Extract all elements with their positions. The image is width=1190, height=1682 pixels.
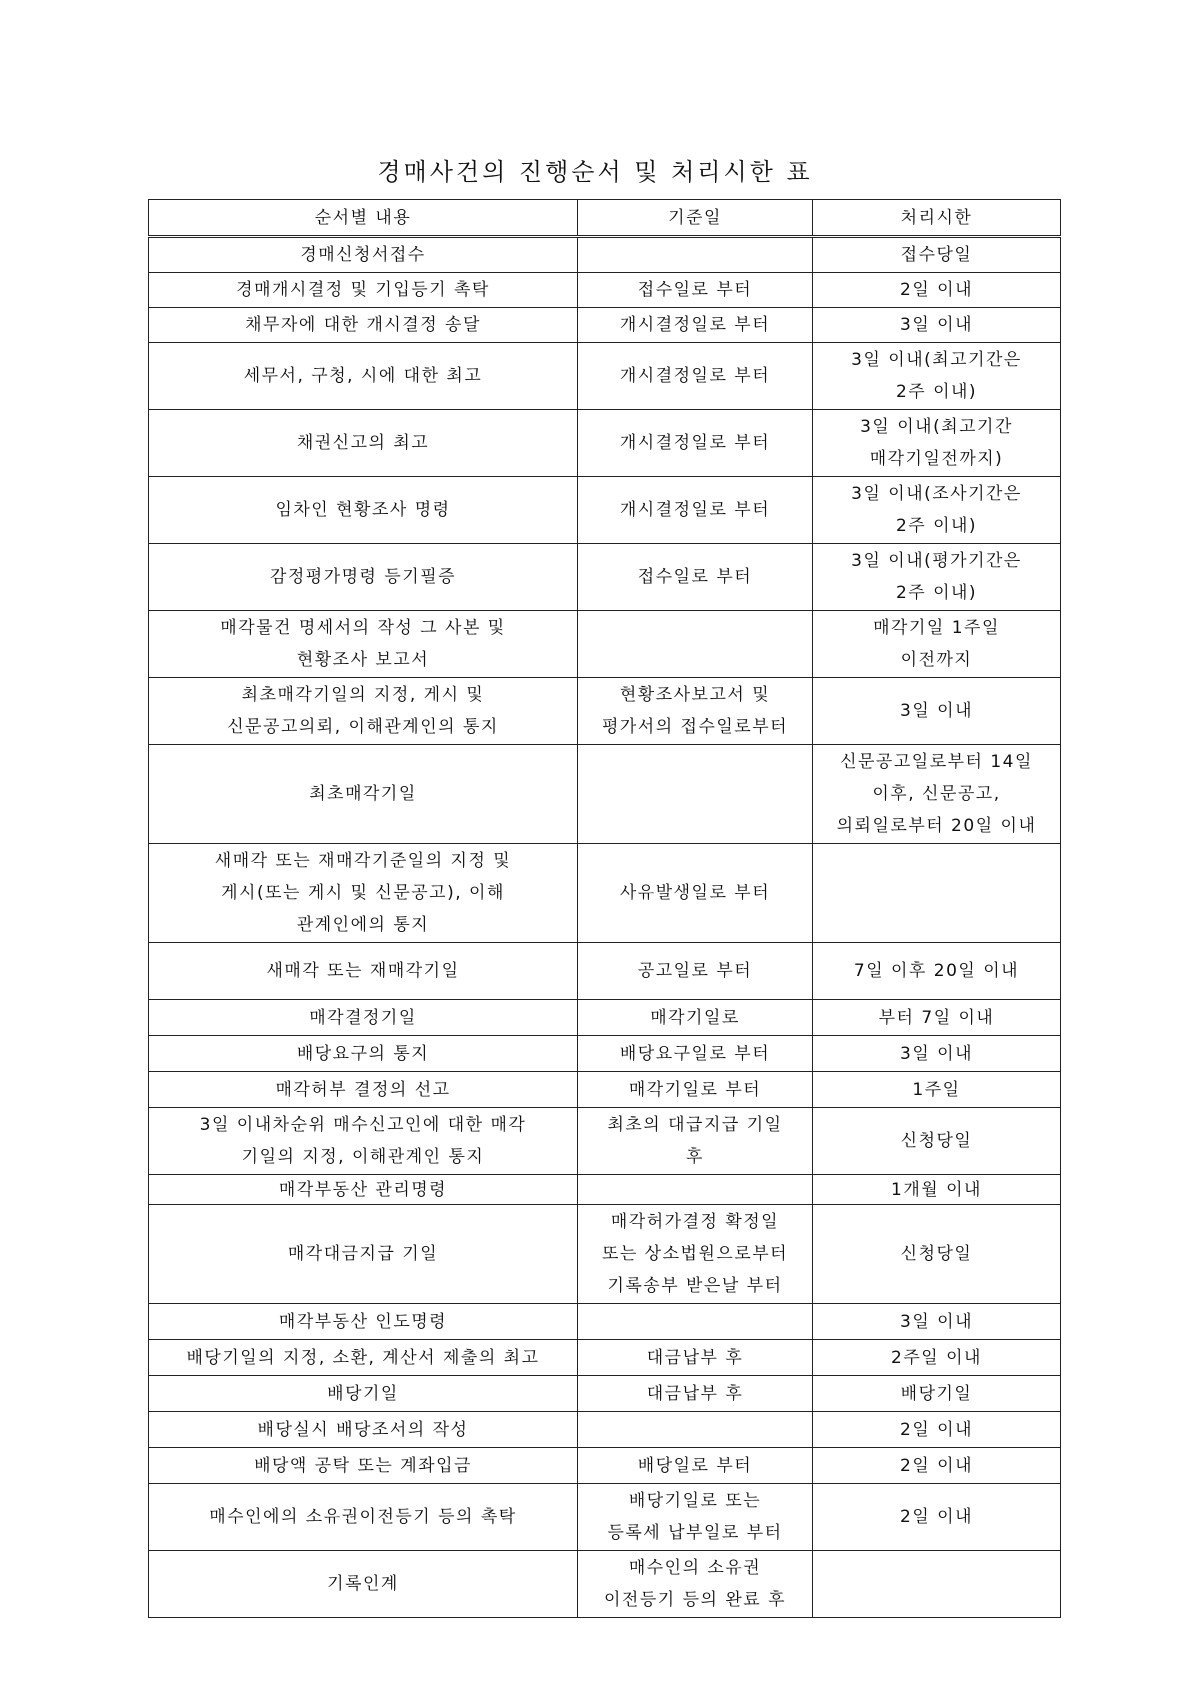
table-row <box>149 343 1061 410</box>
cell-base-date: 사유발생일로 부터 <box>578 844 813 943</box>
header-content: 순서별 내용 <box>149 200 578 237</box>
cell-base-date: 개시결정일로 부터 <box>578 308 813 343</box>
cell-base-date: 개시결정일로 부터 <box>578 477 813 544</box>
table-row <box>149 678 1061 745</box>
cell-content: 세무서, 구청, 시에 대한 최고 <box>149 343 578 410</box>
cell-deadline: 3일 이내(조사기간은 2주 이내) <box>813 477 1061 544</box>
table-row <box>149 1108 1061 1175</box>
cell-deadline: 1개월 이내 <box>813 1175 1061 1205</box>
cell-deadline: 3일 이내 <box>813 1304 1061 1340</box>
cell-base-date: 개시결정일로 부터 <box>578 343 813 410</box>
table-row <box>149 1412 1061 1448</box>
table-row <box>149 943 1061 1000</box>
cell-deadline: 3일 이내(최고기간 매각기일전까지) <box>813 410 1061 477</box>
table-row <box>149 477 1061 544</box>
cell-content: 최초매각기일 <box>149 745 578 844</box>
cell-base-date: 접수일로 부터 <box>578 273 813 308</box>
table-row <box>149 844 1061 943</box>
page-title: 경매사건의 진행순서 및 처리시한 표 <box>377 158 813 186</box>
cell-base-date <box>578 237 813 273</box>
table-row <box>149 1036 1061 1072</box>
cell-base-date: 매각기일로 부터 <box>578 1072 813 1108</box>
cell-deadline: 신청당일 <box>813 1108 1061 1175</box>
cell-base-date: 접수일로 부터 <box>578 544 813 611</box>
table-row <box>149 1304 1061 1340</box>
cell-deadline: 2일 이내 <box>813 1448 1061 1484</box>
cell-deadline: 신청당일 <box>813 1205 1061 1304</box>
cell-content: 배당요구의 통지 <box>149 1036 578 1072</box>
cell-base-date: 개시결정일로 부터 <box>578 410 813 477</box>
cell-content: 감정평가명령 등기필증 <box>149 544 578 611</box>
cell-base-date: 최초의 대급지급 기일 후 <box>578 1108 813 1175</box>
cell-content: 채무자에 대한 개시결정 송달 <box>149 308 578 343</box>
table-row <box>149 1000 1061 1036</box>
table-row <box>149 1175 1061 1205</box>
cell-deadline: 3일 이내(평가기간은 2주 이내) <box>813 544 1061 611</box>
cell-deadline: 3일 이내 <box>813 308 1061 343</box>
schedule-table <box>148 199 1061 1618</box>
cell-base-date: 배당일로 부터 <box>578 1448 813 1484</box>
table-row <box>149 410 1061 477</box>
cell-deadline: 2일 이내 <box>813 1484 1061 1551</box>
cell-base-date <box>578 745 813 844</box>
table-row <box>149 745 1061 844</box>
cell-base-date <box>578 1304 813 1340</box>
cell-deadline: 2일 이내 <box>813 1412 1061 1448</box>
cell-content: 3일 이내차순위 매수신고인에 대한 매각 기일의 지정, 이해관계인 통지 <box>149 1108 578 1175</box>
cell-content: 배당실시 배당조서의 작성 <box>149 1412 578 1448</box>
cell-deadline: 3일 이내 <box>813 1036 1061 1072</box>
cell-base-date: 배당요구일로 부터 <box>578 1036 813 1072</box>
table-row <box>149 237 1061 273</box>
cell-content: 배당기일 <box>149 1376 578 1412</box>
cell-content: 채권신고의 최고 <box>149 410 578 477</box>
table-row <box>149 1072 1061 1108</box>
cell-content: 최초매각기일의 지정, 게시 및 신문공고의뢰, 이해관계인의 통지 <box>149 678 578 745</box>
cell-content: 임차인 현황조사 명령 <box>149 477 578 544</box>
cell-deadline: 부터 7일 이내 <box>813 1000 1061 1036</box>
cell-content: 경매신청서접수 <box>149 237 578 273</box>
cell-base-date: 현황조사보고서 및 평가서의 접수일로부터 <box>578 678 813 745</box>
cell-content: 매각결정기일 <box>149 1000 578 1036</box>
cell-base-date: 대금납부 후 <box>578 1376 813 1412</box>
cell-deadline: 1주일 <box>813 1072 1061 1108</box>
cell-deadline: 배당기일 <box>813 1376 1061 1412</box>
cell-deadline: 신문공고일로부터 14일 이후, 신문공고, 의뢰일로부터 20일 이내 <box>813 745 1061 844</box>
cell-base-date <box>578 611 813 678</box>
cell-base-date: 공고일로 부터 <box>578 943 813 1000</box>
cell-base-date: 매각허가결정 확정일 또는 상소법원으로부터 기록송부 받은날 부터 <box>578 1205 813 1304</box>
header-deadline: 처리시한 <box>813 200 1061 237</box>
cell-content: 매각부동산 인도명령 <box>149 1304 578 1340</box>
cell-deadline <box>813 1551 1061 1618</box>
table-row <box>149 611 1061 678</box>
cell-content: 새매각 또는 재매각기준일의 지정 및 게시(또는 게시 및 신문공고), 이해 관계인에의 통지 <box>149 844 578 943</box>
cell-content: 매각물건 명세서의 작성 그 사본 및 현황조사 보고서 <box>149 611 578 678</box>
cell-content: 매각대금지급 기일 <box>149 1205 578 1304</box>
table-row <box>149 273 1061 308</box>
cell-content: 새매각 또는 재매각기일 <box>149 943 578 1000</box>
cell-content: 매각부동산 관리명령 <box>149 1175 578 1205</box>
table-row <box>149 1551 1061 1618</box>
cell-deadline <box>813 844 1061 943</box>
table-row <box>149 1484 1061 1551</box>
table-row <box>149 1448 1061 1484</box>
cell-deadline: 접수당일 <box>813 237 1061 273</box>
cell-base-date <box>578 1412 813 1448</box>
cell-deadline: 7일 이후 20일 이내 <box>813 943 1061 1000</box>
cell-base-date: 매수인의 소유권 이전등기 등의 완료 후 <box>578 1551 813 1618</box>
cell-content: 배당기일의 지정, 소환, 계산서 제출의 최고 <box>149 1340 578 1376</box>
cell-deadline: 2주일 이내 <box>813 1340 1061 1376</box>
cell-content: 배당액 공탁 또는 계좌입금 <box>149 1448 578 1484</box>
cell-content: 기록인계 <box>149 1551 578 1618</box>
cell-deadline: 2일 이내 <box>813 273 1061 308</box>
table-row <box>149 308 1061 343</box>
cell-deadline: 3일 이내 <box>813 678 1061 745</box>
cell-content: 매수인에의 소유권이전등기 등의 촉탁 <box>149 1484 578 1551</box>
table-row <box>149 544 1061 611</box>
table-header-row <box>149 200 1061 237</box>
cell-base-date: 배당기일로 또는 등록세 납부일로 부터 <box>578 1484 813 1551</box>
cell-base-date: 매각기일로 <box>578 1000 813 1036</box>
cell-content: 매각허부 결정의 선고 <box>149 1072 578 1108</box>
table-row <box>149 1205 1061 1304</box>
cell-content: 경매개시결정 및 기입등기 촉탁 <box>149 273 578 308</box>
table-row <box>149 1340 1061 1376</box>
cell-base-date: 대금납부 후 <box>578 1340 813 1376</box>
cell-deadline: 3일 이내(최고기간은 2주 이내) <box>813 343 1061 410</box>
cell-deadline: 매각기일 1주일 이전까지 <box>813 611 1061 678</box>
header-base-date: 기준일 <box>578 200 813 237</box>
table-row <box>149 1376 1061 1412</box>
cell-base-date <box>578 1175 813 1205</box>
